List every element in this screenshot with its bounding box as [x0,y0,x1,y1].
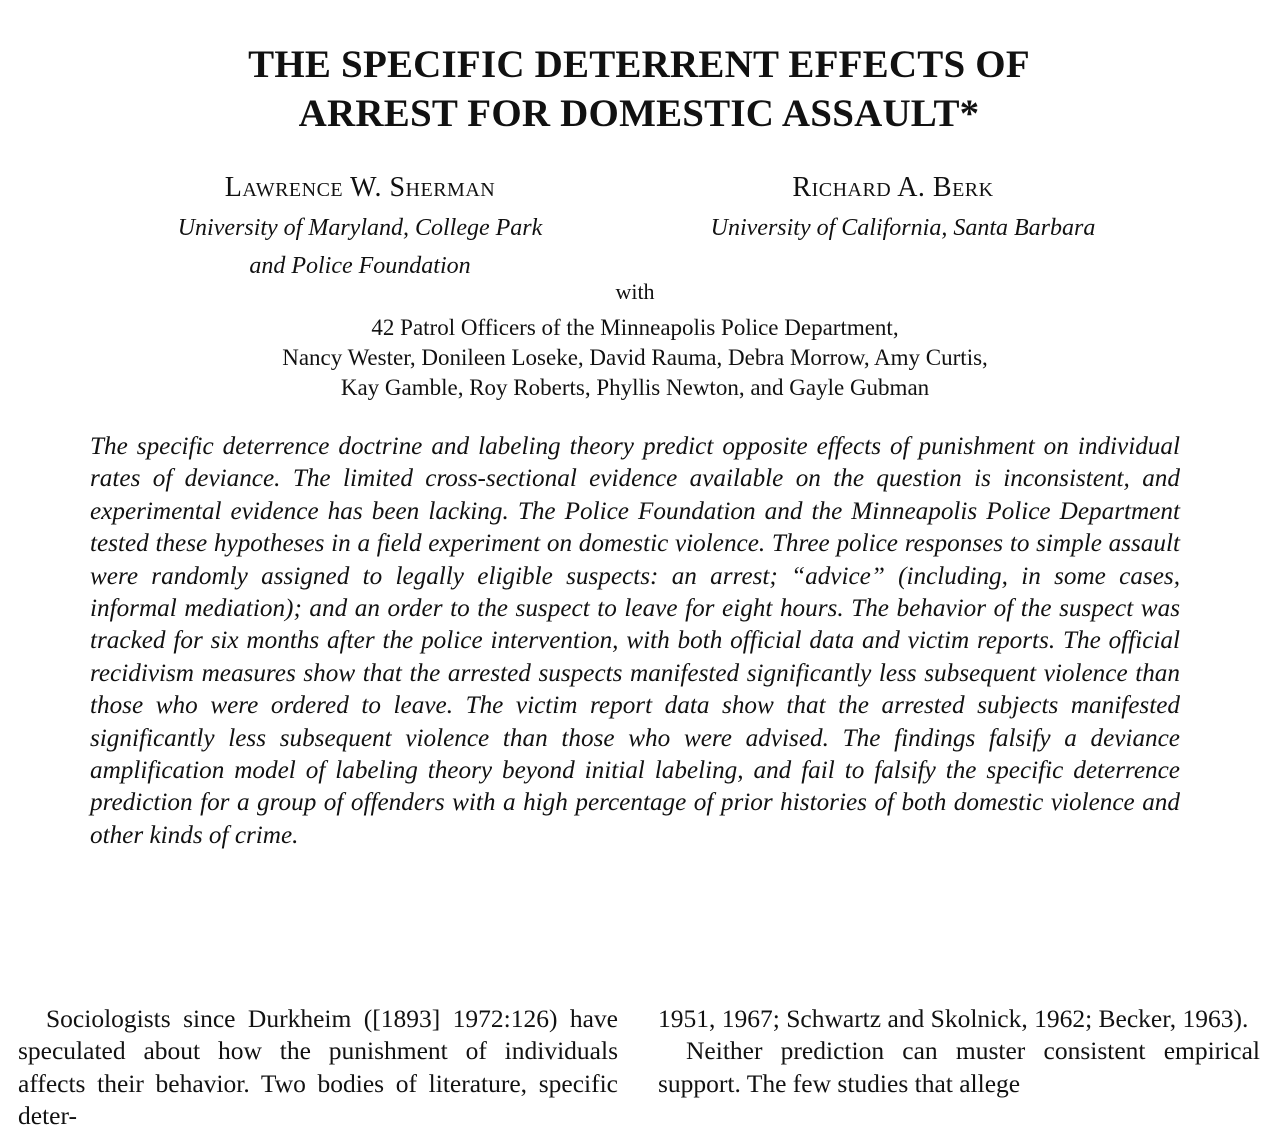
paper-title [0,40,1278,138]
affiliation-line: and Police Foundation [249,253,471,279]
body-paragraph: Neither prediction can muster consistent empirical support. The few studies that allege [658,1036,1260,1098]
title-line-1: THE SPECIFIC DETERRENT EFFECTS OF [248,43,1030,86]
contributors-line: 42 Patrol Officers of the Minneapolis Police Department, [371,315,899,340]
author-name-sherman: Lawrence W. Sherman [224,172,496,203]
body-paragraph: Sociologists since Durkheim ([1893] 1972:126) have speculated about how the punishment of individuals affects their behavior. Two bodies of literature, specific deter- [18,1004,618,1131]
body-column-right [658,1003,1260,1100]
author-name-berk: Richard A. Berk [792,172,994,203]
contributors-list [0,313,1270,403]
contributors-line: Nancy Wester, Donileen Loseke, David Rauma, Debra Morrow, Amy Curtis, [282,345,988,370]
body-paragraph: 1951, 1967; Schwartz and Skolnick, 1962; Becker, 1963). [658,1004,1249,1033]
affiliation-line: University of California, Santa Barbara [710,215,1096,241]
title-line-2: ARREST FOR DOMESTIC ASSAULT* [298,92,980,135]
contributors-line: Kay Gamble, Roy Roberts, Phyllis Newton, and Gayle Gubman [340,375,930,400]
author-affiliation-berk [633,209,1173,247]
body-column-left [18,1003,618,1133]
with-label: with [615,279,655,304]
author-affiliation-sherman [100,209,620,285]
abstract: The specific deterrence doctrine and labeling theory predict opposite effects of punishment on individual rates of deviance. The limited cross-sectional evidence available on the question is inconsistent, and experimental evidence has been lacking. The Police Foundation and the Minneapolis Police Department tested these hypotheses in a field experiment on domestic violence. Three police responses to simple assault were randomly assigned to legally eligible suspects: an arrest; “advice” (including, in some cases, informal mediation); and an order to the suspect to leave for eight hours. The behavior of the suspect was tracked for six months after the police intervention, with both official data and victim reports. The official recidivism measures show that the arrested suspects manifested significantly less subsequent violence than those who were ordered to leave. The victim report data show that the arrested subjects manifested significantly less subsequent violence than those who were advised. The findings falsify a deviance amplification model of labeling theory beyond initial labeling, and fail to falsify the specific deterrence prediction for a group of offenders with a high percentage of prior histories of both domestic violence and other kinds of crime. [90,433,1180,849]
affiliation-line: University of Maryland, College Park [177,215,543,241]
